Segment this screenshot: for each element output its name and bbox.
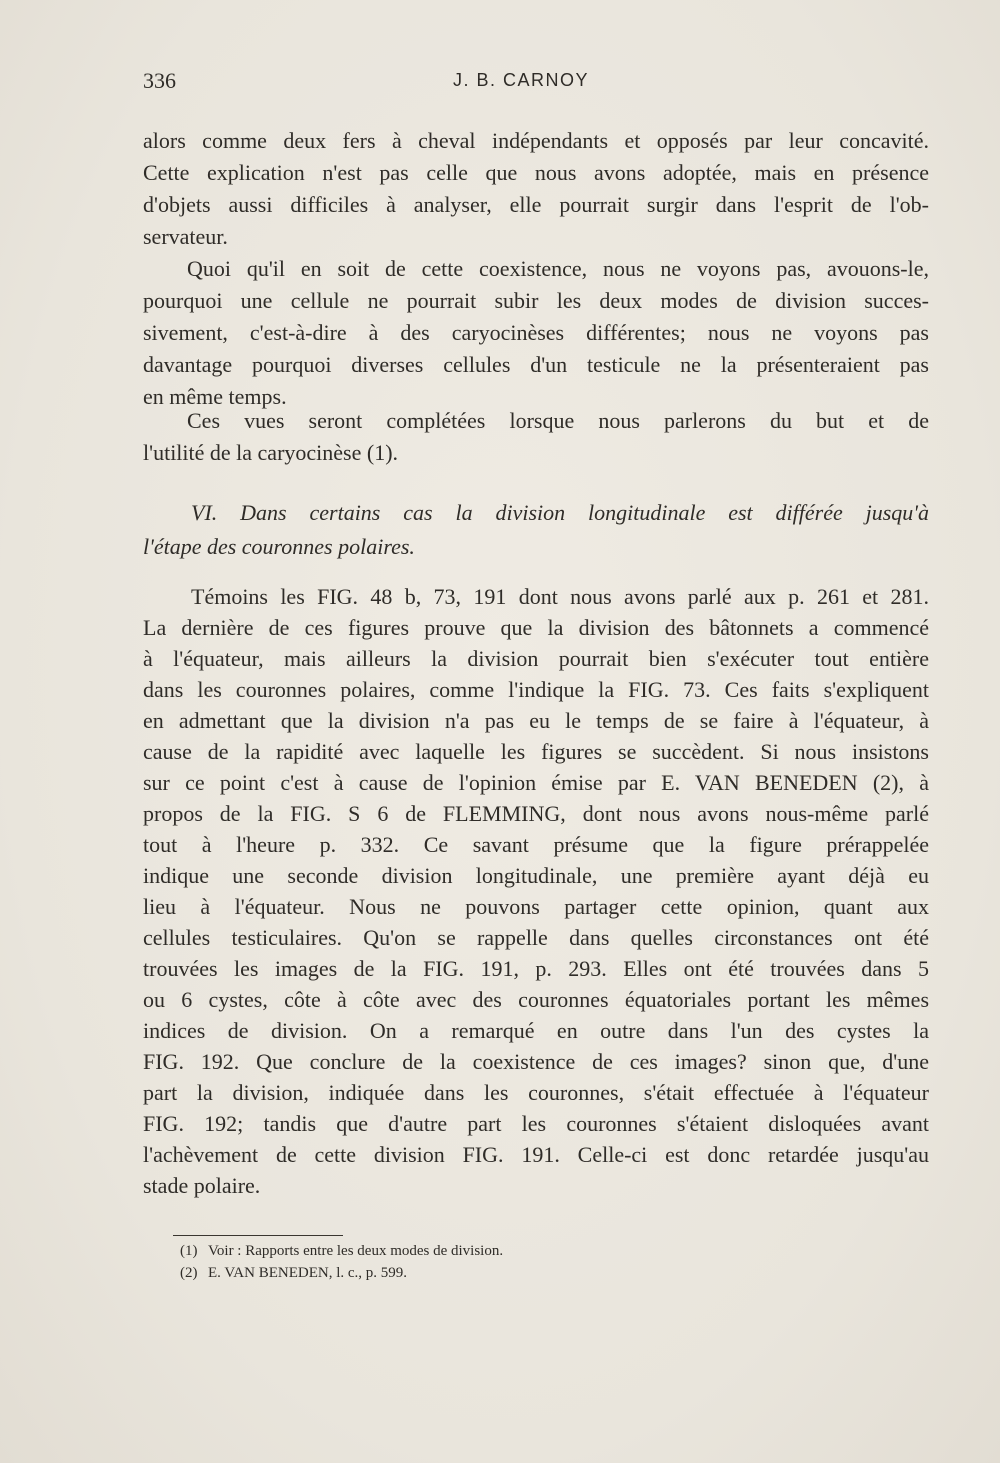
text-line: cause de la rapidité avec laquelle les figures se succèdent. Si nous insistons xyxy=(143,739,929,764)
section-title-line: l'étape des couronnes polaires. xyxy=(143,534,415,559)
text-line: en même temps. xyxy=(143,384,287,409)
text-line: alors comme deux fers à cheval indépendants et opposés par leur concavité. xyxy=(143,128,929,153)
text-line: sivement, c'est-à-dire à des caryocinèses différentes; nous ne voyons pas xyxy=(143,320,929,345)
footnote-number: (1) xyxy=(180,1243,198,1259)
text-line: l'achèvement de cette division FIG. 191. Celle-ci est donc retardée jusqu'au xyxy=(143,1142,929,1167)
text-line: part la division, indiquée dans les couronnes, s'était effectuée à l'équateur xyxy=(143,1080,929,1105)
text-line: tout à l'heure p. 332. Ce savant présume que la figure prérappelée xyxy=(143,832,929,857)
text-line: pourquoi une cellule ne pourrait subir les deux modes de division succes- xyxy=(143,288,929,313)
text-line: trouvées les images de la FIG. 191, p. 293. Elles ont été trouvées dans 5 xyxy=(143,956,929,981)
footnote-rule xyxy=(173,1235,343,1236)
text-line: l'utilité de la caryocinèse (1). xyxy=(143,440,399,465)
text-line: dans les couronnes polaires, comme l'indique la FIG. 73. Ces faits s'expliquent xyxy=(143,677,929,702)
text-line: davantage pourquoi diverses cellules d'un testicule ne la présenteraient pas xyxy=(143,352,929,377)
text-line: stade polaire. xyxy=(143,1173,261,1198)
text-line: d'objets aussi difficiles à analyser, elle pourrait surgir dans l'esprit de l'ob- xyxy=(143,192,929,217)
text-line: Quoi qu'il en soit de cette coexistence, nous ne voyons pas, avouons-le, xyxy=(187,256,929,281)
text-line: Témoins les FIG. 48 b, 73, 191 dont nous avons parlé aux p. 261 et 281. xyxy=(191,584,929,609)
text-line: propos de la FIG. S 6 de FLEMMING, dont nous avons nous-même parlé xyxy=(143,801,929,826)
running-head: J. B. CARNOY xyxy=(453,70,590,90)
text-line: Ces vues seront complétées lorsque nous parlerons du but et de xyxy=(187,408,929,433)
text-line: La dernière de ces figures prouve que la division des bâtonnets a commencé xyxy=(143,615,929,640)
text-line: sur ce point c'est à cause de l'opinion émise par E. VAN BENEDEN (2), à xyxy=(143,770,929,795)
text-line: lieu à l'équateur. Nous ne pouvons partager cette opinion, quant aux xyxy=(143,894,929,919)
text-line: en admettant que la division n'a pas eu le temps de se faire à l'équateur, à xyxy=(143,708,929,733)
footnotes xyxy=(180,1240,680,1284)
text-line: cellules testiculaires. Qu'on se rappelle dans quelles circonstances ont été xyxy=(143,925,929,950)
text-line: FIG. 192. Que conclure de la coexistence de ces images? sinon que, d'une xyxy=(143,1049,929,1074)
text-line: FIG. 192; tandis que d'autre part les couronnes s'étaient disloquées avant xyxy=(143,1111,929,1136)
page-number: 336 xyxy=(143,68,176,93)
page-header xyxy=(143,68,933,98)
footnote xyxy=(180,1240,680,1262)
footnote-text: Voir : Rapports entre les deux modes de division. xyxy=(208,1243,504,1259)
text-line: Cette explication n'est pas celle que nous avons adoptée, mais en présence xyxy=(143,160,929,185)
text-line: servateur. xyxy=(143,224,228,249)
section-title-line: VI. Dans certains cas la division longitudinale est différée jusqu'à xyxy=(191,500,929,525)
text-line: ou 6 cystes, côte à côte avec des couronnes équatoriales portant les mêmes xyxy=(143,987,929,1012)
footnote-number: (2) xyxy=(180,1265,198,1281)
text-line: indices de division. On a remarqué en outre dans l'un des cystes la xyxy=(143,1018,929,1043)
footnote xyxy=(180,1262,680,1284)
text-line: à l'équateur, mais ailleurs la division pourrait bien s'exécuter tout entière xyxy=(143,646,929,671)
text-line: indique une seconde division longitudinale, une première ayant déjà eu xyxy=(143,863,929,888)
footnote-text: E. VAN BENEDEN, l. c., p. 599. xyxy=(208,1265,408,1281)
